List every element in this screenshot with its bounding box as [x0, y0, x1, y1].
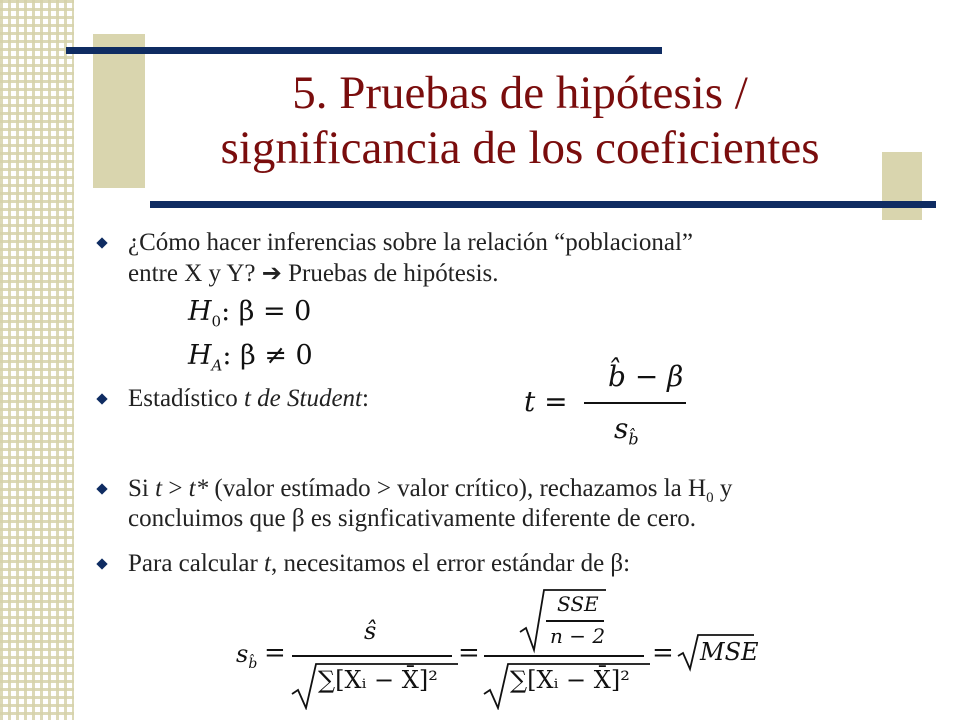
diamond-bullet-icon	[96, 237, 109, 250]
se-numerator-1: ŝ	[364, 617, 377, 645]
bullet-inference-text: ¿Cómo hacer inferencias sobre la relación “poblacional” entre X y Y? ➔ Pruebas de hipótesis.	[128, 229, 694, 287]
diamond-bullet-icon	[96, 483, 109, 496]
se-sse: SSE	[557, 592, 599, 616]
title-bar-bottom	[150, 201, 936, 208]
se-mse: MSE	[700, 638, 759, 666]
left-border-pattern	[0, 0, 74, 720]
t-formula-fraction-bar	[584, 402, 686, 404]
bullet-rejection-rule: Si t > t* (valor estímado > valor crítico), rechazamos la $H_0$ y concluimos que β es signficativamente diferente de cero.	[96, 474, 916, 534]
slide-title-line2: significancia de los coeficientes	[220, 122, 820, 174]
diamond-bullet-icon	[96, 393, 109, 406]
se-equals-3: =	[652, 638, 674, 668]
se-fraction-bar-2	[484, 655, 644, 657]
se-inner-fraction-bar	[546, 620, 604, 622]
se-lhs: $s_{b̂}$	[236, 640, 258, 672]
se-equals-2: =	[458, 638, 480, 668]
se-n-minus-2: n − 2	[550, 624, 606, 648]
t-formula-lhs: t =	[524, 385, 568, 418]
bullet-t-statistic: Estadístico t de Student:	[96, 384, 916, 414]
se-denominator-1: ∑[Xᵢ − X̄]²	[318, 666, 438, 694]
title-accent-block-left	[93, 34, 145, 188]
slide-title-line1: 5. Pruebas de hipótesis /	[292, 67, 748, 119]
se-equals-1: =	[264, 638, 286, 668]
bullet-inference	[96, 228, 916, 289]
t-formula-denominator: $s_{b̂}$	[614, 412, 639, 449]
arrow-right-icon: ➔	[261, 259, 282, 287]
title-bar-top	[66, 47, 662, 54]
null-hypothesis: $H_0$: β = 0	[188, 296, 312, 331]
slide-title	[150, 66, 890, 176]
diamond-bullet-icon	[96, 558, 109, 571]
alternative-hypothesis: $H_A$: β ≠ 0	[188, 340, 313, 375]
se-denominator-2: ∑[Xᵢ − X̄]²	[510, 666, 630, 694]
se-fraction-bar-1	[292, 655, 452, 657]
bullet-standard-error: Para calcular t, necesitamos el error estándar de β:	[96, 549, 916, 579]
t-formula-numerator: b̂ − β	[608, 360, 684, 393]
